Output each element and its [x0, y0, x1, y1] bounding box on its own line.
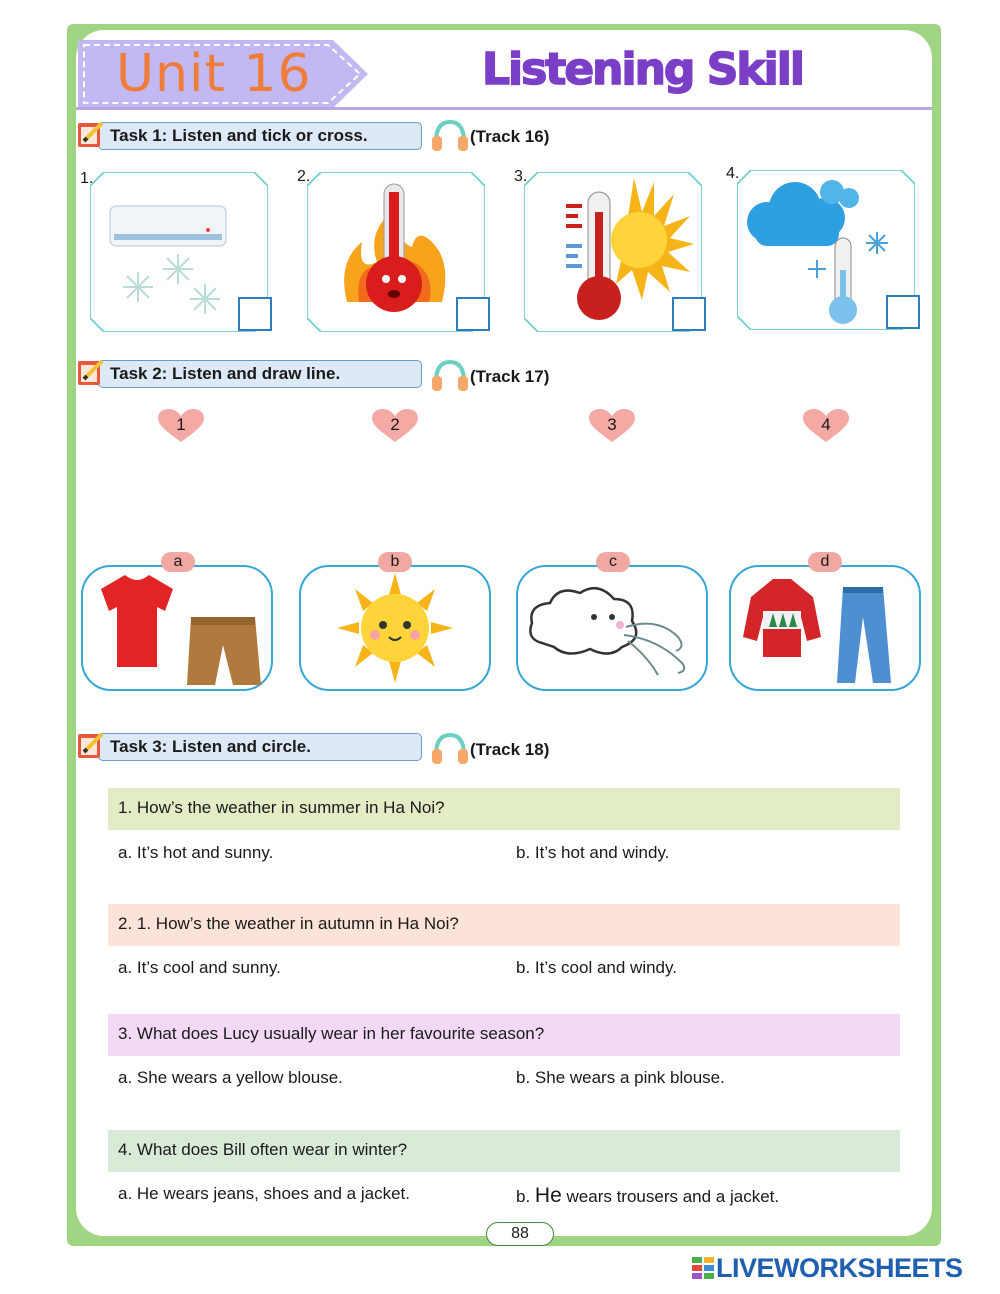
question-text: 4. What does Bill often wear in winter? [118, 1140, 408, 1159]
t-shirt-shorts-picture [83, 567, 271, 689]
answer-subject: He [534, 1184, 562, 1207]
sweater-jeans-picture [731, 567, 919, 689]
headphones-icon [430, 358, 470, 392]
task3-label: Task 3: Listen and circle. [110, 737, 311, 756]
option-tag-d: d [808, 552, 842, 572]
number-heart-4[interactable] [803, 409, 849, 443]
tick-box[interactable] [238, 297, 272, 331]
heart-number: 1 [176, 415, 186, 434]
number-heart-2[interactable] [372, 409, 418, 443]
question-2-bar [108, 904, 900, 946]
option-c-box[interactable] [516, 565, 708, 691]
task2-track [430, 358, 550, 392]
option-tag-c: c [596, 552, 630, 572]
option-tag-b: b [378, 552, 412, 572]
item-number: 4. [726, 165, 740, 182]
answer-prefix: b. [516, 1187, 531, 1206]
item-number: 2. [297, 168, 311, 185]
page-title: Listening Skill [482, 44, 803, 95]
option-b-box[interactable] [299, 565, 491, 691]
headphones-icon [430, 118, 470, 152]
answer-rest: wears trousers and a jacket. [566, 1187, 780, 1206]
answer-option-b[interactable] [516, 1184, 779, 1208]
answer-option-a[interactable]: a. It’s cool and sunny. [118, 958, 281, 977]
task1-track [430, 118, 550, 152]
answer-option-b[interactable]: b. She wears a pink blouse. [516, 1068, 725, 1087]
blowing-cloud-picture [518, 567, 706, 689]
question-text: 2. 1. How’s the weather in autumn in Ha Noi? [118, 914, 459, 933]
tick-box[interactable] [886, 295, 920, 329]
question-text: 3. What does Lucy usually wear in her favourite season? [118, 1024, 545, 1043]
task2-label: Task 2: Listen and draw line. [110, 364, 341, 383]
option-d-box[interactable] [729, 565, 921, 691]
task1-track-label: (Track 16) [470, 127, 550, 146]
answer-option-a[interactable]: a. He wears jeans, shoes and a jacket. [118, 1184, 410, 1203]
task1-label: Task 1: Listen and tick or cross. [110, 126, 368, 145]
unit-title: Unit 16 [116, 44, 312, 104]
answer-option-a[interactable]: a. She wears a yellow blouse. [118, 1068, 343, 1087]
notepad-pencil-icon [76, 119, 106, 149]
answer-option-b[interactable]: b. It’s cool and windy. [516, 958, 677, 977]
task3-track [430, 731, 550, 765]
question-text: 1. How’s the weather in summer in Ha Noi? [118, 798, 445, 817]
number-heart-3[interactable] [589, 409, 635, 443]
option-tag-a: a [161, 552, 195, 572]
heart-number: 3 [607, 415, 617, 434]
item-number: 1. [80, 170, 94, 187]
notepad-pencil-icon [76, 730, 106, 760]
tick-box[interactable] [456, 297, 490, 331]
heart-number: 2 [390, 415, 400, 434]
question-4-bar [108, 1130, 900, 1172]
number-heart-1[interactable] [158, 409, 204, 443]
notepad-pencil-icon [76, 357, 106, 387]
task2-track-label: (Track 17) [470, 367, 550, 386]
question-3-bar [108, 1014, 900, 1056]
question-1-bar [108, 788, 900, 830]
brand-name: LIVEWORKSHEETS [716, 1253, 963, 1283]
title-divider [76, 107, 932, 110]
answer-option-b[interactable]: b. It’s hot and windy. [516, 843, 670, 862]
liveworksheets-mark-icon [692, 1257, 714, 1283]
heart-number: 4 [821, 415, 831, 434]
smiling-sun-picture [301, 567, 489, 689]
option-a-box[interactable] [81, 565, 273, 691]
task3-track-label: (Track 18) [470, 740, 550, 759]
item-number: 3. [514, 168, 528, 185]
page-number: 88 [486, 1222, 554, 1246]
tick-box[interactable] [672, 297, 706, 331]
answer-option-a[interactable]: a. It’s hot and sunny. [118, 843, 274, 862]
headphones-icon [430, 731, 470, 765]
